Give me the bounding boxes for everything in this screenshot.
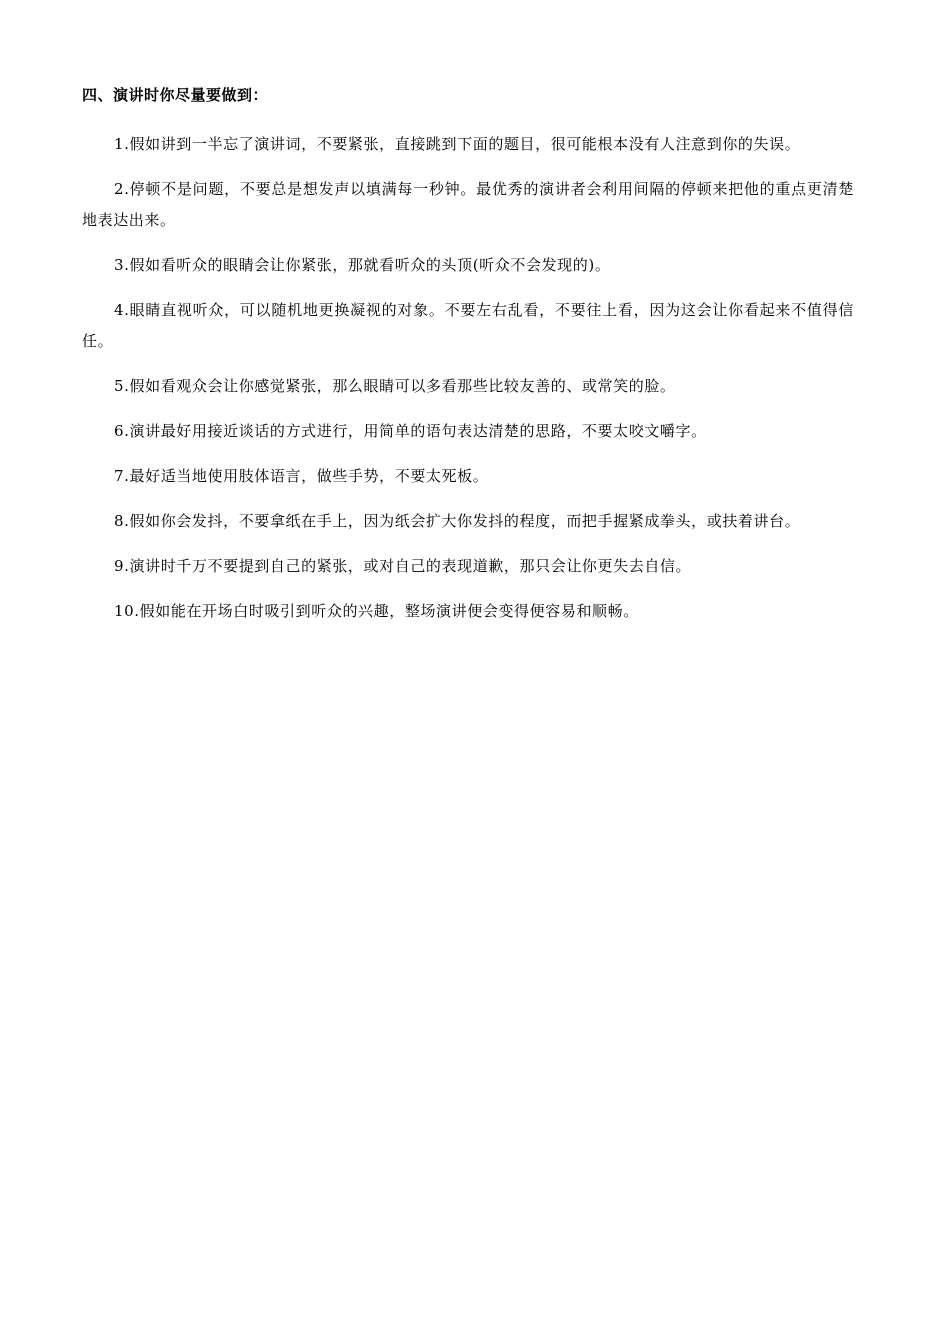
list-item-8: 8.假如你会发抖，不要拿纸在手上，因为纸会扩大你发抖的程度，而把手握紧成拳头，或扶着讲台。 <box>114 512 801 530</box>
list-item-3: 3.假如看听众的眼睛会让你紧张，那就看听众的头顶(听众不会发现的)。 <box>114 256 611 274</box>
list-item-4: 4.眼睛直视听众，可以随机地更换凝视的对象。不要左右乱看，不要往上看，因为这会让你看起来不值得信任。 <box>82 301 854 350</box>
list-item-1: 1.假如讲到一半忘了演讲词，不要紧张，直接跳到下面的题目，很可能根本没有人注意到你的失误。 <box>114 135 801 153</box>
document-page <box>82 82 854 641</box>
list-item-2: 2.停顿不是问题，不要总是想发声以填满每一秒钟。最优秀的演讲者会利用间隔的停顿来把他的重点更清楚地表达出来。 <box>82 180 854 229</box>
list-item-6: 6.演讲最好用接近谈话的方式进行，用简单的语句表达清楚的思路，不要太咬文嚼字。 <box>114 422 707 440</box>
section-heading: 四、演讲时你尽量要做到： <box>82 86 269 104</box>
list-item-7: 7.最好适当地使用肢体语言，做些手势，不要太死板。 <box>114 467 489 485</box>
list-item-9: 9.演讲时千万不要提到自己的紧张，或对自己的表现道歉，那只会让你更失去自信。 <box>114 557 692 575</box>
list-item-5: 5.假如看观众会让你感觉紧张，那么眼睛可以多看那些比较友善的、或常笑的脸。 <box>114 377 676 395</box>
list-item-10: 10.假如能在开场白时吸引到听众的兴趣，整场演讲便会变得便容易和顺畅。 <box>114 602 639 620</box>
